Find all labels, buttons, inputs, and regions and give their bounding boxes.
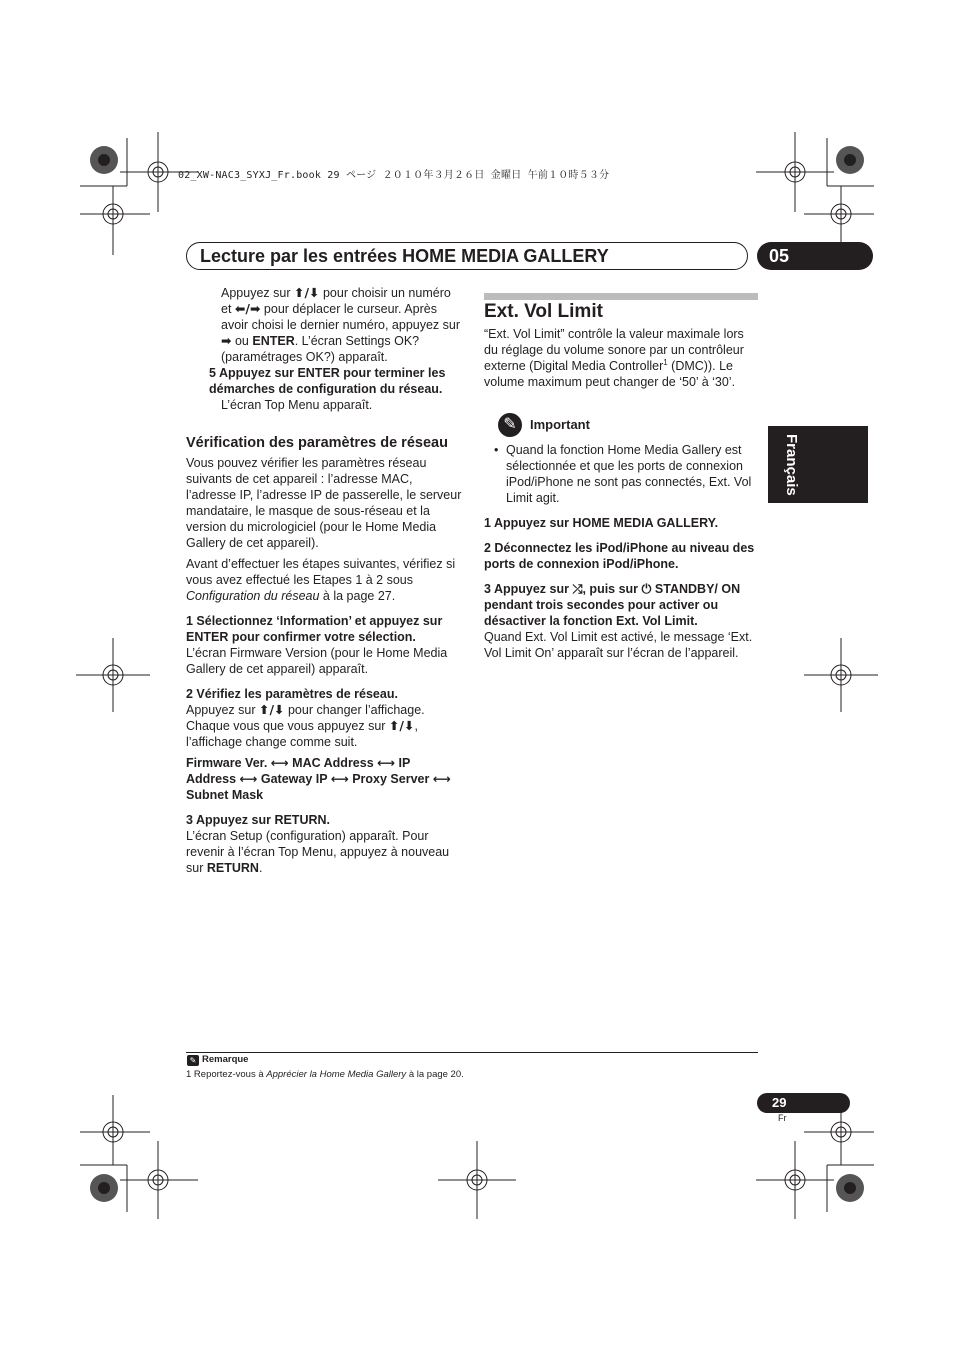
step-5: 5 Appuyez sur ENTER pour terminer les démarches de configuration du réseau. (209, 366, 446, 396)
important-icon: ✎ (498, 413, 522, 437)
text: , puis sur (582, 582, 639, 596)
verification-paragraph-2 (186, 556, 462, 604)
verification-step-3-note (186, 828, 462, 876)
footer-rule (186, 1052, 758, 1053)
up-down-arrow-icon: ⬆/⬇ (293, 285, 320, 300)
text: 3 Appuyez sur (484, 582, 569, 596)
shuffle-icon: ⤮ (572, 581, 583, 596)
important-label: Important (530, 417, 590, 432)
verification-step-2: 2 Vérifiez les paramètres de réseau. (186, 687, 398, 701)
enter-key-label: ENTER (252, 334, 295, 348)
text: à la page 20. (408, 1069, 464, 1080)
text: à la page 27. (322, 589, 396, 603)
text: 1 Reportez-vous à (186, 1069, 264, 1080)
text: ou (234, 334, 249, 348)
note-label: Remarque (202, 1054, 249, 1065)
verification-step-1-note: L’écran Firmware Version (pour le Home Media Gallery de cet appareil) apparaît. (186, 646, 448, 676)
verification-step-1: 1 Sélectionnez ‘Information’ et appuyez sur ENTER pour confirmer votre sélection. (186, 614, 443, 644)
page-header-title: Lecture par les entrées HOME MEDIA GALLERY (200, 246, 609, 266)
ext-step-3 (484, 581, 758, 629)
text: Appuyez sur (186, 703, 256, 717)
ext-vol-paragraph (484, 326, 758, 390)
text: “Ext. Vol Limit” contrôle la valeur maximale lors du réglage du volume sonore par un contrôleur externe (Digital Media Controller (484, 327, 744, 373)
text: . L’écran Settings OK? (paramétrages OK?) apparaît. (221, 334, 420, 364)
important-bullet (484, 442, 758, 506)
text: STANDBY/ ON pendant trois secondes pour activer ou désactiver la fonction Ext. Vol Limit. (484, 582, 741, 628)
verification-step-2-note (186, 702, 462, 750)
verification-paragraph-1: Vous pouvez vérifier les paramètres réseau suivants de cet appareil : l’adresse MAC, l’adresse IP, l’adresse IP de passerelle, le serveur mandataire, le masque de sous-réseau et la version du micrologiciel (pour le Home Media Gallery de cet appareil). (186, 456, 462, 550)
text: (DMC)). Le volume maximum peut changer de ‘50’ à ‘30’. (484, 359, 736, 389)
text: pour changer l’affichage. Chaque vous que vous appuyez sur (186, 703, 425, 733)
section-title-verification: Vérification des paramètres de réseau (186, 435, 448, 451)
ext-step-1: 1 Appuyez sur HOME MEDIA GALLERY. (484, 516, 719, 530)
language-tab-label: Français (783, 434, 800, 496)
footnote (186, 1069, 464, 1081)
page-language: Fr (778, 1113, 787, 1123)
text: Appuyez sur (221, 286, 291, 300)
intro-paragraph (186, 285, 462, 365)
text: pour choisir un numéro et (221, 286, 451, 316)
language-tab (768, 426, 868, 503)
ext-step-3-note: Quand Ext. Vol Limit est activé, le message ‘Ext. Vol Limit On’ apparaît sur l’écran de l’appareil. (484, 630, 753, 660)
step-5-note: L’écran Top Menu apparaît. (221, 398, 373, 412)
footnote-ref: 1 (663, 357, 668, 367)
text: L’écran Setup (configuration) apparaît. Pour revenir à l’écran Top Menu, appuyez à nouveau sur (186, 829, 450, 875)
cross-reference: Apprécier la Home Media Gallery (266, 1069, 407, 1080)
up-down-arrow-icon: ⬆/⬇ (388, 718, 415, 733)
power-icon: ⏻ (641, 581, 652, 596)
return-key-label: RETURN (206, 861, 259, 875)
right-column-intro (484, 326, 758, 390)
section-title-ext-vol-limit: Ext. Vol Limit (484, 301, 603, 322)
ext-step-2: 2 Déconnectez les iPod/iPhone au niveau des ports de connexion iPod/iPhone. (484, 541, 755, 571)
file-info: 02_XW-NAC3_SYXJ_Fr.book 29 ページ ２０１０年３月２６日 金曜日 午前１０時５３分 (178, 170, 610, 181)
cross-reference: Configuration du réseau (186, 589, 320, 603)
text: . (258, 861, 263, 875)
left-right-arrow-icon: ⬅/➡ (234, 301, 261, 316)
display-cycle: Firmware Ver. ⟷ MAC Address ⟷ IP Address ⟷ Gateway IP ⟷ Proxy Server ⟷ Subnet Mask (186, 756, 451, 802)
note-icon: ✎ (187, 1055, 199, 1066)
right-column-steps (484, 442, 758, 661)
text: Avant d’effectuer les étapes suivantes, vérifiez si vous avez effectué les Etapes 1 à 2 sous (186, 557, 456, 587)
up-down-arrow-icon: ⬆/⬇ (258, 702, 285, 717)
left-column (186, 285, 462, 876)
bullet-icon: • (494, 443, 499, 457)
verification-step-3: 3 Appuyez sur RETURN. (186, 813, 331, 827)
page-number: 29 (757, 1093, 850, 1113)
chapter-number-badge: 05 (757, 242, 873, 270)
text: Quand la fonction Home Media Gallery est sélectionnée et que les ports de connexion iPod/iPhone ne sont pas connectés, Ext. Vol Limit agit. (506, 443, 752, 505)
right-arrow-icon: ➡ (221, 333, 232, 348)
text: pour déplacer le curseur. Après avoir choisi le dernier numéro, appuyez sur (221, 302, 461, 332)
text: , l’affichage change comme suit. (186, 719, 418, 749)
section-rule (484, 293, 758, 300)
